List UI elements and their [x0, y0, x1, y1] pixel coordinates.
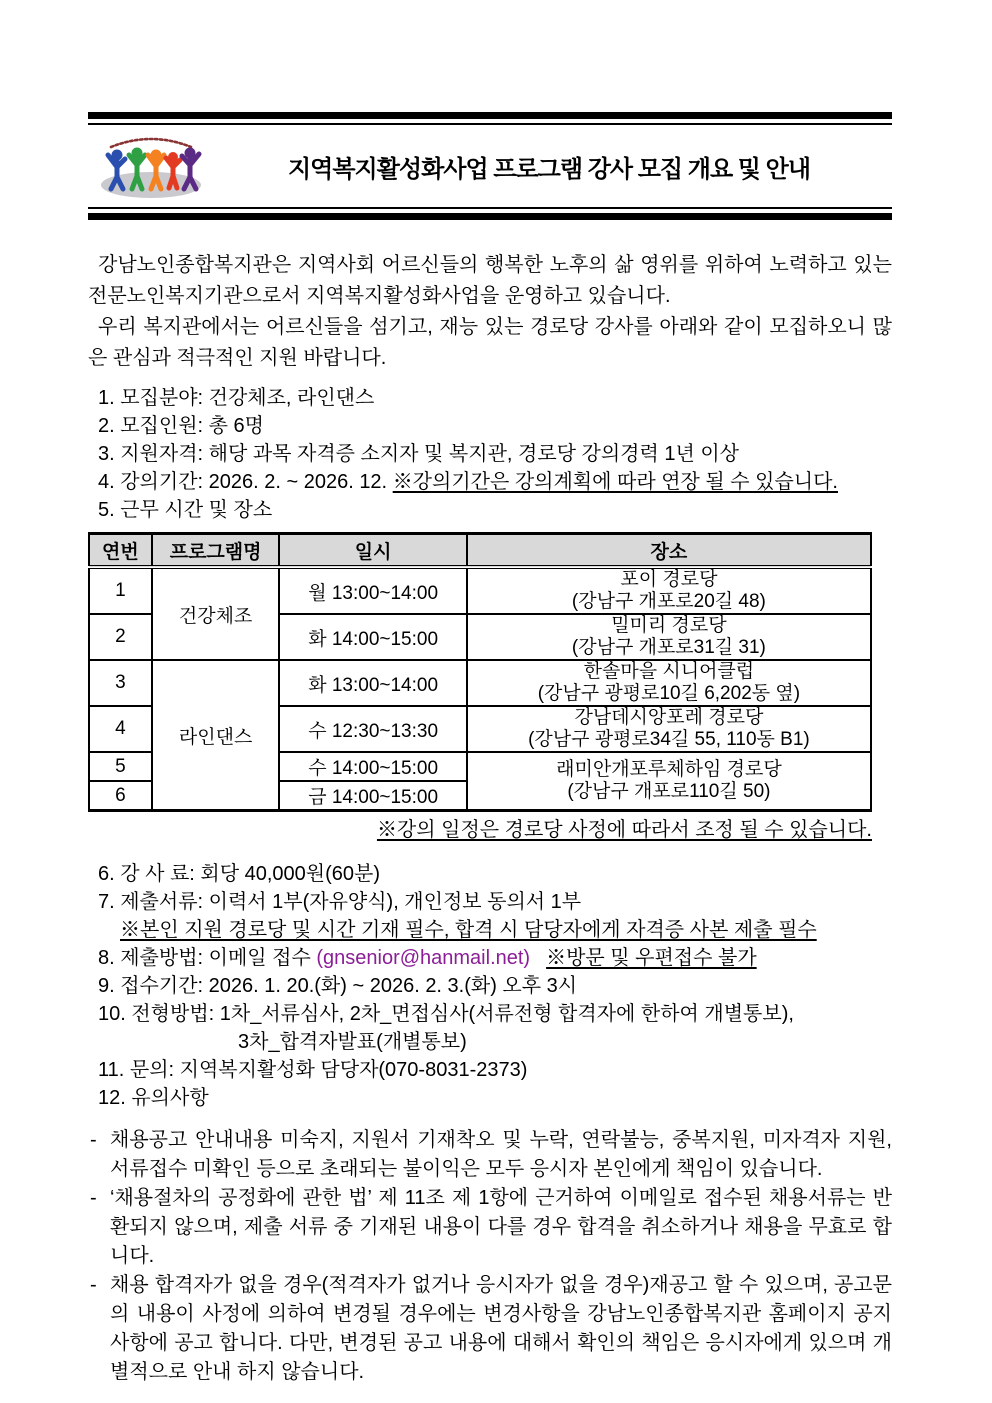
welfare-center-logo — [92, 129, 210, 203]
notice-item-8 — [98, 944, 892, 972]
cell-place-1 — [467, 567, 871, 614]
notice-item-4-underlined-note: ※강의기간은 강의계획에 따라 연장 될 수 있습니다. — [392, 471, 838, 493]
schedule-table — [88, 532, 872, 812]
page-title: 지역복지활성화사업 프로그램 강사 모집 개요 및 안내 — [287, 155, 811, 183]
notice-item-3: 3. 지원자격: 해당 과목 자격증 소지자 및 복지관, 경로당 강의경력 1년 이상 — [98, 443, 739, 465]
cell-place-3 — [467, 660, 871, 706]
place-name: 밀미리 경로당 — [611, 615, 727, 636]
cell-no-4: 4 — [89, 706, 152, 752]
col-header-program: 프로그램명 — [152, 534, 280, 568]
place-name: 포이 경로당 — [620, 569, 718, 590]
place-address: (강남구 광평로34길 55, 110동 B1) — [528, 729, 810, 750]
cell-no-1: 1 — [89, 567, 152, 614]
cell-no-3: 3 — [89, 660, 152, 706]
notice-item-10-line2: 3차_합격자발표(개별통보) — [238, 1031, 467, 1053]
caution-text: 채용공고 안내내용 미숙지, 지원서 기재착오 및 누락, 연락불능, 중복지원, 미자격자 지원, 서류접수 미확인 등으로 초래되는 불이익은 모두 응시자 본인에게 책임이 있습니다. — [110, 1129, 892, 1180]
cell-no-5: 5 — [89, 752, 152, 781]
place-name: 한솔마을 시니어클럽 — [583, 661, 755, 682]
notice-item-12: 12. 유의사항 — [98, 1087, 209, 1109]
intro-section — [88, 250, 892, 374]
email-link[interactable]: (gnsenior@hanmail.net) — [316, 947, 531, 969]
notice-list-bottom — [88, 860, 892, 1112]
notice-item-4 — [98, 468, 892, 496]
cell-time-1: 월 13:00~14:00 — [279, 567, 466, 614]
bullet-dash: - — [90, 1187, 97, 1209]
cell-time-6: 금 14:00~15:00 — [279, 781, 466, 811]
cell-program-linedance: 라인댄스 — [152, 660, 280, 811]
top-margin — [0, 0, 992, 112]
notice-list-top — [88, 384, 892, 524]
cell-program-health: 건강체조 — [152, 567, 280, 660]
caution-text: 채용 합격자가 없을 경우(적격자가 없거나 응시자가 없을 경우)재공고 할 수 있으며, 공고문의 내용이 사정에 의하여 변경될 경우에는 변경사항을 강남노인종합복지관 홈페이지 공지사항에 공고 합니다. 다만, 변경된 공고 내용에 대해서 확인의 책임은 응시자에게 있으며 개별적으로 안내 하지 않습니다. — [110, 1274, 892, 1383]
header-bottom-rule — [88, 207, 892, 220]
place-address: (강남구 광평로10길 6,202동 옆) — [537, 683, 801, 704]
caution-item-1 — [88, 1126, 892, 1184]
notice-item-10-line1: 10. 전형방법: 1차_서류심사, 2차_면접심사(서류전형 합격자에 한하여 개별통보), — [98, 1003, 794, 1025]
col-header-datetime: 일시 — [279, 534, 466, 568]
cell-time-3: 화 13:00~14:00 — [279, 660, 466, 706]
caution-item-2 — [88, 1184, 892, 1271]
notice-item-8-text: 8. 제출방법: 이메일 접수 — [98, 947, 317, 969]
place-address: (강남구 개포로20길 48) — [571, 591, 766, 612]
table-row — [89, 660, 871, 706]
cell-time-2: 화 14:00~15:00 — [279, 614, 466, 660]
notice-item-1: 1. 모집분야: 건강체조, 라인댄스 — [98, 387, 375, 409]
cell-place-4 — [467, 706, 871, 752]
notice-item-7: 7. 제출서류: 이력서 1부(자유양식), 개인정보 동의서 1부 — [98, 891, 582, 913]
place-name: 래미안개포루체하임 경로당 — [556, 759, 782, 780]
place-address: (강남구 개포로110길 50) — [567, 781, 771, 802]
bullet-dash: - — [90, 1274, 97, 1296]
caution-item-3 — [88, 1271, 892, 1387]
notice-item-2: 2. 모집인원: 총 6명 — [98, 415, 264, 437]
notice-item-4-text: 4. 강의기간: 2026. 2. ~ 2026. 12. — [98, 471, 393, 493]
schedule-table-wrap — [88, 532, 872, 844]
cell-no-2: 2 — [89, 614, 152, 660]
intro-paragraph-1: 강남노인종합복지관은 지역사회 어르신들의 행복한 노후의 삶 영위를 위하여 노력하고 있는 전문노인복지기관으로서 지역복지활성화사업을 운영하고 있습니다. — [88, 254, 892, 307]
cell-time-5: 수 14:00~15:00 — [279, 752, 466, 781]
table-footnote-text: ※강의 일정은 경로당 사정에 따라서 조정 될 수 있습니다. — [376, 819, 872, 841]
table-row — [89, 567, 871, 614]
cell-place-5-6 — [467, 752, 871, 811]
people-celebrating-icon — [95, 129, 207, 203]
cell-place-2 — [467, 614, 871, 660]
notice-item-5: 5. 근무 시간 및 장소 — [98, 499, 273, 521]
cautions-section — [88, 1126, 892, 1387]
cell-time-4: 수 12:30~13:30 — [279, 706, 466, 752]
notice-item-8-underlined-note: ※방문 및 우편접수 불가 — [546, 947, 757, 969]
col-header-no: 연번 — [89, 534, 152, 568]
header-banner — [88, 112, 892, 220]
col-header-place: 장소 — [467, 534, 871, 568]
cell-no-6: 6 — [89, 781, 152, 811]
bullet-dash: - — [90, 1129, 97, 1151]
notice-item-7-underlined-note: ※본인 지원 경로당 및 시간 기재 필수, 합격 시 담당자에게 자격증 사본 제출 필수 — [120, 919, 817, 941]
place-address: (강남구 개포로31길 31) — [571, 637, 766, 658]
caution-text: ‘채용절차의 공정화에 관한 법’ 제 11조 제 1항에 근거하여 이메일로 접수된 채용서류는 반환되지 않으며, 제출 서류 중 기재된 내용이 다를 경우 합격을 취소하거나 채용을 무효로 합니다. — [110, 1187, 892, 1267]
notice-item-9: 9. 접수기간: 2026. 1. 20.(화) ~ 2026. 2. 3.(화) 오후 3시 — [98, 975, 578, 997]
header-top-rule — [88, 112, 892, 125]
table-header-row — [89, 534, 871, 568]
notice-item-11: 11. 문의: 지역복지활성화 담당자(070-8031-2373) — [98, 1059, 528, 1081]
notice-item-6: 6. 강 사 료: 회당 40,000원(60분) — [98, 863, 380, 885]
place-name: 강남데시앙포레 경로당 — [574, 707, 764, 728]
table-footnote — [88, 816, 872, 844]
intro-paragraph-2: 우리 복지관에서는 어르신들을 섬기고, 재능 있는 경로당 강사를 아래와 같이 모집하오니 많은 관심과 적극적인 지원 바랍니다. — [88, 316, 892, 369]
